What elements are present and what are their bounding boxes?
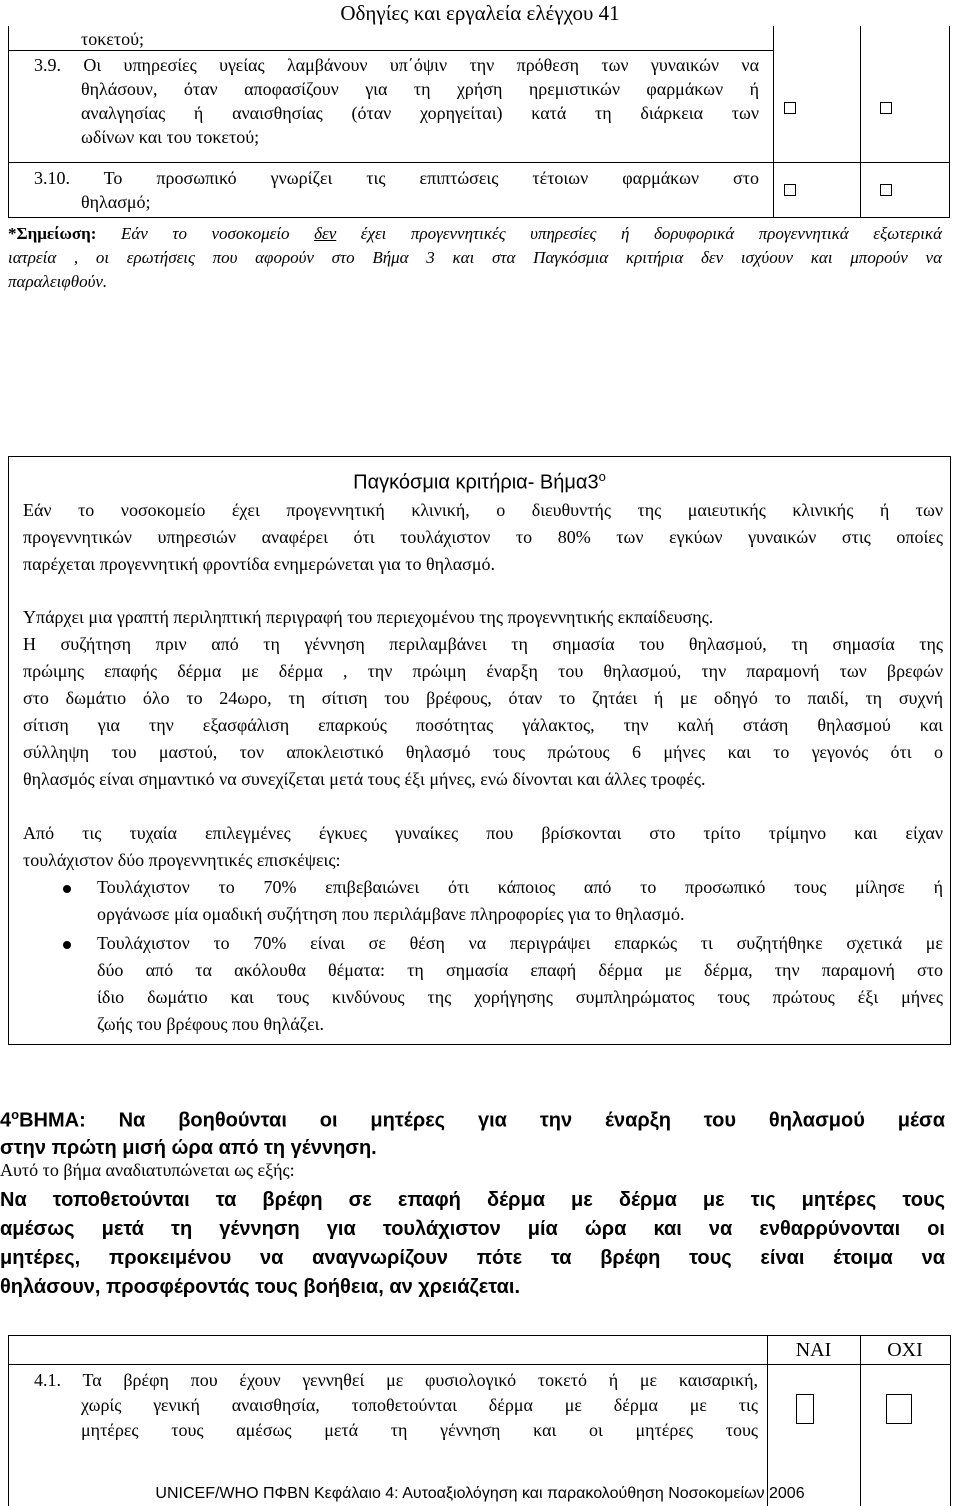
paragraph-line: Υπάρχει μια γραπτή περιληπτική περιγραφή του περιεχομένου της προγεννητικής εκπαίδευσης.: [23, 607, 714, 627]
step4-restated-text: [0, 1186, 945, 1302]
bottom-table-left-border: [8, 1335, 9, 1506]
page-header-title: Οδηγίες και εργαλεία ελέγχου 41: [340, 1, 620, 25]
question-line: αναλγησίας ή αναισθησίας (όταν χορηγείται) κατά τη διάρκεια των: [81, 103, 759, 123]
question-line: μητέρες τους αμέσως μετά τη γέννηση και οι μητέρες τους: [81, 1420, 758, 1440]
question-line: 4.1. Τα βρέφη που έχουν γεννηθεί με φυσιολογικό τοκετό ή με καισαρική,: [34, 1370, 758, 1390]
bullet-icon: [63, 941, 71, 949]
table-row-divider: [8, 162, 950, 163]
paragraph-line: Η συζήτηση πριν από τη γέννηση περιλαμβάνει τη σημασία του θηλασμού, τη σημασία της: [23, 634, 943, 654]
note-block: [8, 222, 942, 294]
table-column-divider: [773, 26, 774, 218]
bullet-line: οργάνωσε μία ομαδική συζήτηση που περιλάμβανε πληροφορίες για το θηλασμό.: [97, 904, 685, 924]
yes-checkbox-3-9[interactable]: [784, 102, 796, 114]
paragraph-line: σίτιση για την εξασφάλιση επαρκούς ποσότητας γάλακτος, την καλή στάση θηλασμού και: [23, 715, 943, 735]
yes-checkbox-3-10[interactable]: [784, 184, 796, 196]
paragraph-line: πρώιμης επαφής δέρμα με δέρμα , την πρώιμη έναρξη του θηλασμού, την παραμονή των βρεφών: [23, 661, 943, 681]
question-line: θηλάσουν, όταν αποφασίζουν για τη χρήση ηρεμιστικών φαρμάκων ή: [81, 79, 759, 99]
note-line: παραλειφθούν.: [8, 272, 108, 291]
bullet-line: Τουλάχιστον το 70% είναι σε θέση να περιγράψει επαρκώς τι συζητήθηκε σχετικά με: [97, 933, 943, 953]
step4-restated-intro: Αυτό το βήμα αναδιατυπώνεται ως εξής:: [0, 1160, 295, 1180]
no-checkbox-3-9[interactable]: [880, 102, 892, 114]
no-checkbox-4-1[interactable]: [886, 1394, 912, 1424]
question-line: θηλασμό;: [81, 192, 151, 212]
paragraph-line: προγεννητικών υπηρεσιών αναφέρει ότι τουλάχιστον το 80% των εγκύων γυναικών στις οποίες: [23, 527, 943, 547]
question-3-9: [34, 53, 759, 149]
step4-line: αμέσως μετά τη γέννηση για τουλάχιστον μία ώρα και να ενθαρρύνονται οι: [0, 1218, 945, 1240]
step4-line: θηλάσουν, προσφέροντάς τους βοήθεια, αν χρειάζεται.: [0, 1276, 520, 1298]
page-footer: UNICEF/WHO ΠΦΒΝ Κεφάλαιο 4: Αυτοαξιολόγηση και παρακολούθηση Νοσοκομείων 2006: [155, 1485, 805, 1502]
paragraph-line: παρέχεται προγεννητική φροντίδα ενημερώνεται για το θηλασμό.: [23, 554, 495, 574]
bullet-line: Τουλάχιστον το 70% επιβεβαιώνει ότι κάποιος από το προσωπικό τους μίλησε ή: [97, 877, 943, 897]
note-line: *Σημείωση: Εάν το νοσοκομείο δεν έχει προγεννητικές υπηρεσίες ή δορυφορικά προγεννητικά εξωτερικά: [8, 224, 943, 243]
paragraph-line: σύλληψη του μαστού, τον αποκλειστικό θηλασμό τους πρώτους 6 μήνες και το γεγονός ότι ο: [23, 742, 943, 762]
question-4-1: [34, 1368, 758, 1443]
no-column-header: ΟΧΙ: [887, 1339, 923, 1361]
paragraph-line: θηλασμός είναι σημαντικό να συνεχίζεται μετά τους έξι μήνες, ενώ δίνονται και άλλες τροφές.: [23, 769, 706, 789]
question-line: 3.10. Το προσωπικό γνωρίζει τις επιπτώσεις τέτοιων φαρμάκων στο: [34, 168, 759, 188]
criteria-paragraph-2: [23, 604, 943, 793]
yes-column-header: ΝΑΙ: [795, 1339, 832, 1361]
yes-checkbox-4-1[interactable]: [796, 1394, 814, 1424]
bottom-table-top-border: [8, 1335, 950, 1336]
criteria-title: Παγκόσμια κριτήρια- $Bή\mu\alpha 3^o$: [353, 469, 606, 494]
question-3-10: [34, 166, 759, 214]
no-checkbox-3-10[interactable]: [880, 184, 892, 196]
paragraph-line: Από τις τυχαία επιλεγμένες έγκυες γυναίκες που βρίσκονται στο τρίτο τρίμηνο και είχαν: [23, 823, 943, 843]
note-line: ιατρεία , οι ερωτήσεις που αφορούν στο Βήμα 3 και στα Παγκόσμια κριτήρια δεν ισχύουν και μπορούν να: [8, 248, 942, 267]
question-line: 3.9. Οι υπηρεσίες υγείας λαμβάνουν υπ΄όψιν την πρόθεση των γυναικών να: [34, 55, 759, 75]
bullet-line: ίδιο δωμάτιο και τους κινδύνους της χορήγησης συμπληρώματος τους πρώτους έξι μήνες: [97, 987, 943, 1007]
bullet-icon: [63, 885, 71, 893]
bullet-line: ζωής του βρέφους που θηλάζει.: [97, 1014, 325, 1034]
step4-line: Να τοποθετούνται τα βρέφη σε επαφή δέρμα με δέρμα με τις μητέρες τους: [0, 1189, 945, 1211]
paragraph-line: Εάν το νοσοκομείο έχει προγεννητική κλινική, ο διευθυντής της μαιευτικής κλινικής ή των: [23, 500, 943, 520]
step4-heading: [0, 1101, 945, 1162]
note-emphasis: δεν: [314, 224, 337, 243]
step4-line: μητέρες, προκειμένου να αναγνωρίζουν πότε τα βρέφη τους είναι έτοιμα να: [0, 1247, 945, 1269]
bottom-table-right-border: [950, 1335, 951, 1506]
step4-heading-line: $4^oBHMA$: Να βοηθούνται οι μητέρες για την έναρξη του θηλασμού μέσα: [0, 1107, 945, 1132]
question-line: ωδίνων και του τοκετού;: [81, 127, 260, 147]
criteria-bullet-2: [97, 930, 943, 1038]
bullet-line: δύο από τα ακόλουθα θέματα: τη σημασία επαφή δέρμα με δέρμα, την παραμονή στο: [97, 960, 943, 980]
criteria-paragraph-1: [23, 497, 943, 578]
paragraph-line: στο δωμάτιο όλο το 24ωρο, τη σίτιση του βρέφους, όταν το ζητάει ή με οδηγό το παιδί, τη συχνή: [23, 688, 943, 708]
question-line: χωρίς γενική αναισθησία, τοποθετούνται δέρμα με δέρμα με τις: [81, 1395, 758, 1415]
criteria-paragraph-3: [23, 820, 943, 874]
continuation-text: τοκετού;: [81, 29, 145, 49]
step4-heading-line: στην πρώτη μισή ώρα από τη γέννηση.: [0, 1136, 377, 1159]
criteria-bullet-1: [97, 874, 943, 928]
table-column-divider: [860, 26, 861, 218]
table-row-divider: [8, 1364, 950, 1365]
paragraph-line: τουλάχιστον δύο προγεννητικές επισκέψεις:: [23, 850, 341, 870]
note-label: *Σημείωση:: [8, 224, 97, 243]
